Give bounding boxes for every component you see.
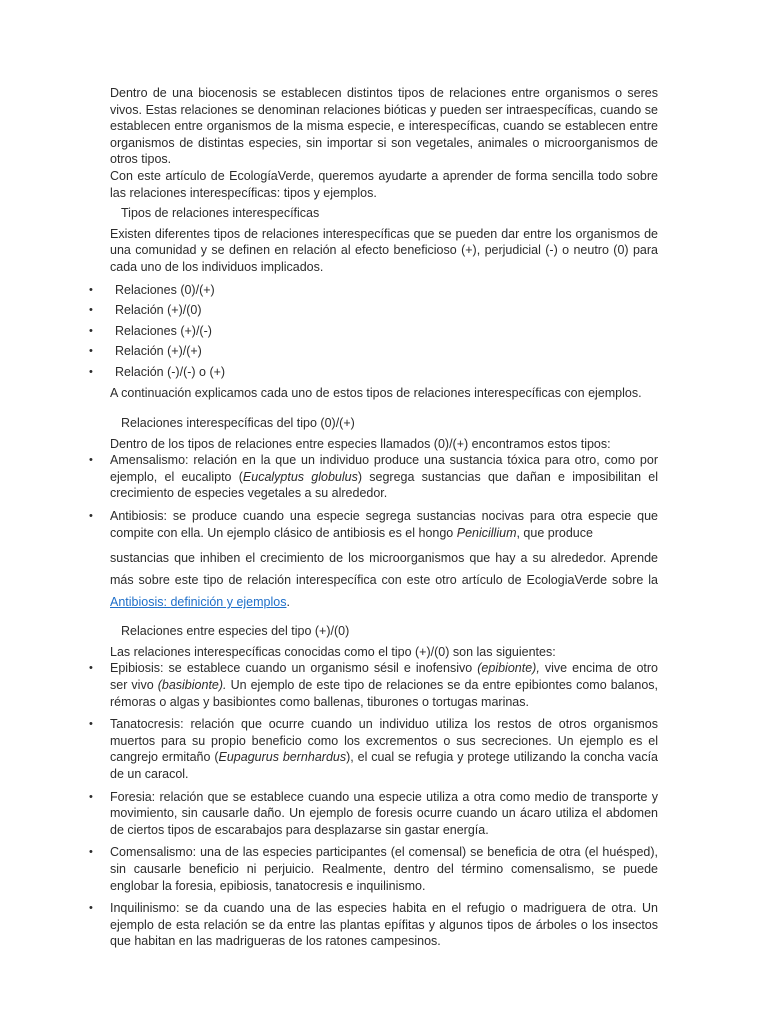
list-item-inquilinismo [89, 900, 658, 950]
section-heading-tipos: Tipos de relaciones interespecíficas [121, 206, 320, 221]
relation-types-list [89, 282, 658, 381]
definition-text: . [286, 595, 290, 610]
list-item-label: Relaciones (+)/(-) [115, 323, 212, 338]
definition-continuation [110, 547, 658, 613]
emphasis-text: (epibionte), [477, 661, 540, 676]
list-item-epibiosis [89, 660, 658, 710]
definition-text: relación que se establece cuando una especie utiliza a otra como medio de transporte y movimiento, sin causarle daño. Un ejemplo de foresis ocurre cuando un ácaro utiliza el abdomen de ciertos tipos de escarabajos para desplazarse sin gastar energía. [110, 789, 658, 837]
term-label: Foresia: [110, 789, 156, 804]
list-item-label: Relación (+)/(0) [115, 303, 202, 318]
term-label: Comensalismo: [110, 845, 197, 860]
emphasis-text: (basibionte). [157, 678, 227, 693]
relations-0-plus-list [89, 452, 658, 613]
section-plus-0-intro: Las relaciones interespecíficas conocidas como el tipo (+)/(0) son las siguientes: [110, 644, 556, 659]
intro-paragraph-1: Dentro de una biocenosis se establecen distintos tipos de relaciones entre organismos o seres vivos. Estas relaciones se denominan relaciones bióticas y pueden ser intraespecíficas, cuando se establecen entre organismos de la misma especie, e interespecíficas, cuando se establecen entre organismos de distintas especies, sin importar si son vegetales, animales o microorganismos de otros tipos. [110, 86, 658, 167]
list-item [89, 282, 658, 299]
section-tipos-after: A continuación explicamos cada uno de estos tipos de relaciones interespecíficas con ejemplos. [110, 385, 642, 400]
list-item-label: Relaciones (0)/(+) [115, 282, 215, 297]
term-label: Antibiosis: [110, 509, 167, 524]
bullet-icon: • [89, 662, 93, 675]
antibiosis-article-link[interactable]: Antibiosis: definición y ejemplos [110, 595, 287, 610]
species-name: Eucalyptus globulus [242, 469, 358, 484]
definition-text: ) segrega sustancias que dañan e imposibilitan el crecimiento de especies vegetales a su alrededor. [110, 469, 658, 501]
species-name: Eupagurus bernhardus [218, 750, 347, 765]
definition-text: relación que ocurre cuando un individuo utiliza los restos de otros organismos muertos para su propio beneficio como los excrementos o sus secreciones. Un ejemplo es el cangrejo ermitaño ( [110, 717, 658, 765]
list-item-foresia [89, 789, 658, 839]
list-item [89, 343, 658, 360]
bullet-icon: • [89, 345, 93, 358]
definition-text: vive encima de otro ser vivo [110, 661, 658, 693]
bullet-icon: • [89, 846, 93, 859]
list-item [89, 323, 658, 340]
list-item-label: Relación (-)/(-) o (+) [115, 364, 226, 379]
bullet-icon: • [89, 365, 93, 378]
term-label: Inquilinismo: [110, 901, 180, 916]
definition-text: se produce cuando una especie segrega sustancias nocivas para otra especie que compite con ella. Un ejemplo clásico de antibiosis es el hongo [110, 509, 658, 540]
definition-text: se establece cuando un organismo sésil e inofensivo [163, 661, 478, 676]
definition-text: una de las especies participantes (el comensal) se beneficia de otra (el huésped), sin causarle beneficio ni perjuicio. Realmente, dentro del término comensalismo, se puede englobar la foresia, epibiosis, tanatocresis e inquilinismo. [110, 845, 658, 893]
species-name: Penicillium [456, 525, 517, 540]
intro-paragraph-2: Con este artículo de EcologíaVerde, queremos ayudarte a aprender de forma sencilla todo sobre las relaciones interespecíficas: tipos y ejemplos. [110, 168, 658, 200]
section-0-plus-intro: Dentro de los tipos de relaciones entre especies llamados (0)/(+) encontramos estos tipos: [110, 436, 611, 451]
list-item-comensalismo [89, 844, 658, 894]
list-item [89, 364, 658, 381]
section-tipos-body: Existen diferentes tipos de relaciones interespecíficas que se pueden dar entre los organismos de una comunidad y se definen en relación al efecto beneficioso (+), perjudicial (-) o neutro (0) para cada uno de los individuos implicados. [110, 226, 658, 274]
bullet-icon: • [89, 324, 93, 337]
definition-text: sustancias que inhiben el crecimiento de los microorganismos que hay a su alrededor. Aprende más sobre este tipo de relación interespecífica con este otro artículo de EcologiaVerde sobre la [110, 551, 658, 588]
definition-text: relación en la que un individuo produce una sustancia tóxica para otro, como por ejemplo, el eucalipto ( [110, 453, 658, 484]
bullet-icon: • [89, 718, 93, 731]
definition-text: se da cuando una de las especies habita en el refugio o madriguera de otra. Un ejemplo de esta relación se da entre las plantas epífitas y algunos tipos de árboles o los insectos que habitan en las madrigueras de los ratones campesinos. [110, 901, 658, 949]
term-label: Amensalismo: [110, 453, 189, 468]
bullet-icon: • [89, 304, 93, 317]
term-label: Epibiosis: [110, 661, 164, 676]
list-item-antibiosis [89, 508, 658, 613]
list-item-amensalismo [89, 452, 658, 502]
bullet-icon: • [89, 510, 93, 523]
bullet-icon: • [89, 790, 93, 803]
definition-text: , que produce [516, 525, 593, 540]
definition-text: Un ejemplo de este tipo de relaciones se da entre epibiontes como balanos, rémoras o algas y basibiontes como ballenas, tiburones o tortugas marinas. [110, 678, 658, 709]
section-heading-0-plus: Relaciones interespecíficas del tipo (0)/(+) [121, 416, 355, 431]
bullet-icon: • [89, 283, 93, 296]
bullet-icon: • [89, 454, 93, 467]
section-heading-plus-0: Relaciones entre especies del tipo (+)/(0) [121, 624, 350, 639]
relations-plus-0-list [89, 660, 658, 950]
list-item-tanatocresis [89, 716, 658, 782]
term-label: Tanatocresis: [110, 717, 184, 732]
bullet-icon: • [89, 902, 93, 915]
document-body [89, 85, 658, 956]
list-item [89, 302, 658, 319]
definition-text: ), el cual se refugia y protege utilizando la concha vacía de un caracol. [110, 750, 658, 781]
list-item-label: Relación (+)/(+) [115, 344, 202, 359]
